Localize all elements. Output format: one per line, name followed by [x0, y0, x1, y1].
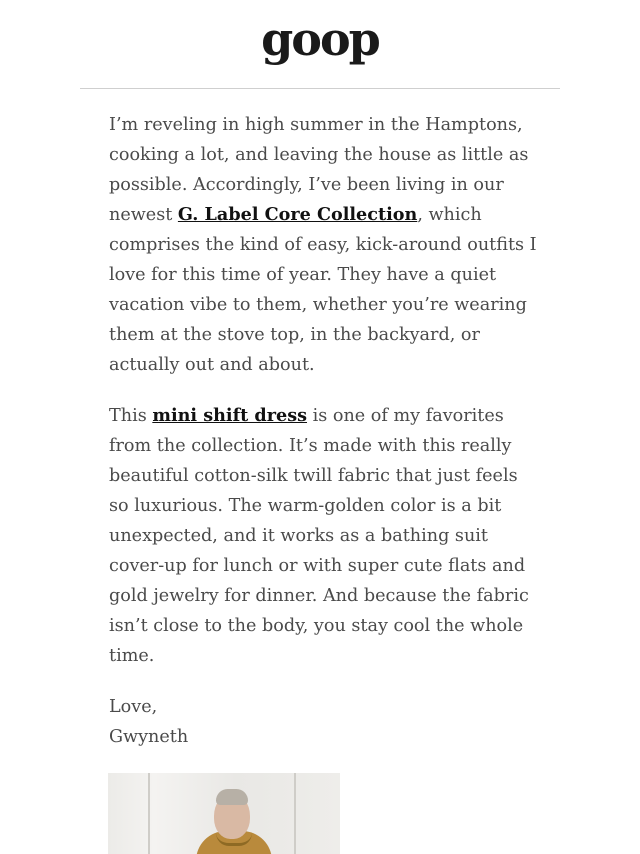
photo-background-line — [294, 773, 296, 854]
signoff — [109, 692, 539, 752]
paragraph-dress-text-end: is one of my favorites from the collection. It’s made with this really beautiful cotton-silk twill fabric that just feels so luxurious. The warm-golden color is a bit unexpected, and it works as a bathing suit cover-up for lunch or with super cute flats and gold jewelry for dinner. And because the fabric isn’t close to the body, you stay cool the whole time. — [109, 406, 529, 666]
model-hair — [216, 789, 248, 805]
g-label-core-collection-link[interactable]: G. Label Core Collection — [177, 204, 418, 225]
product-photo[interactable] — [108, 773, 340, 854]
letter-body — [109, 110, 539, 773]
email-header — [0, 0, 640, 88]
mini-shift-dress-link[interactable]: mini shift dress — [152, 405, 308, 426]
paragraph-dress-text-start: This — [109, 406, 153, 426]
signoff-name: Gwyneth — [109, 727, 189, 747]
header-divider — [80, 88, 560, 89]
signoff-love: Love, — [109, 697, 158, 717]
goop-logo[interactable]: goop — [261, 12, 379, 66]
paragraph-dress — [109, 401, 539, 671]
paragraph-intro-text-end: , which comprises the kind of easy, kick-around outfits I love for this time of year. They have a quiet vacation vibe to them, whether you’re wearing them at the stove top, in the backyard, or actually out and about. — [109, 205, 537, 375]
paragraph-intro — [109, 110, 539, 380]
photo-background-line — [148, 773, 150, 854]
paragraph-intro-text-start: I’m reveling in high summer in the Hamptons, cooking a lot, and leaving the house as little as possible. Accordingly, I’ve been living in our newest — [109, 115, 529, 225]
